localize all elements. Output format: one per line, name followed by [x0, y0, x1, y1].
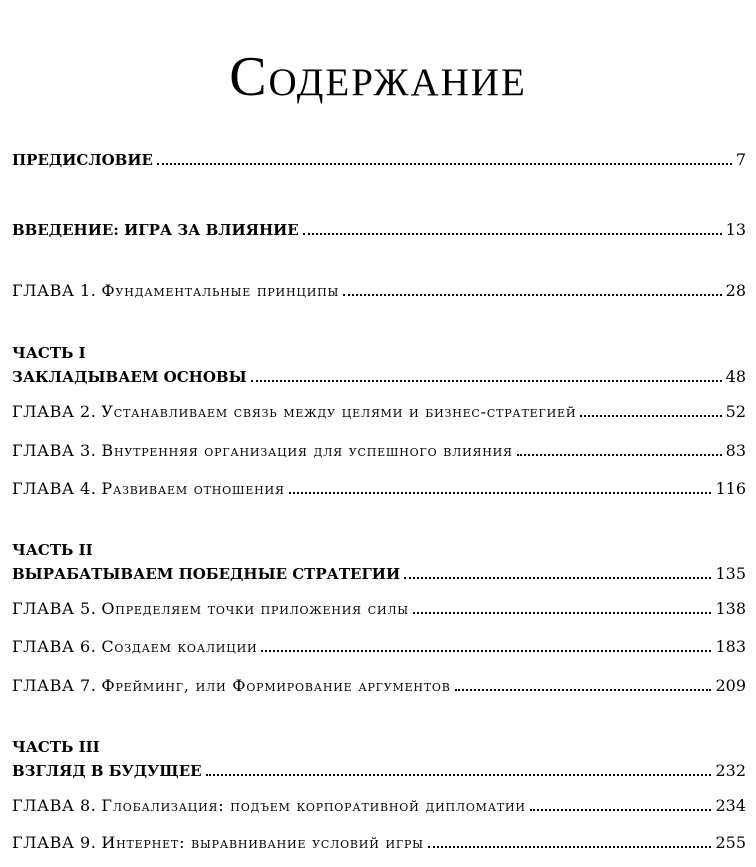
toc-entry-part-2[interactable]	[12, 563, 746, 585]
chapter-name: Создаем коалиции	[101, 637, 258, 656]
toc-entry-title: ВВЕДЕНИЕ: ИГРА ЗА ВЛИЯНИЕ	[12, 221, 299, 239]
toc-entry-title	[12, 795, 526, 817]
toc-page-number: 83	[725, 441, 746, 460]
toc-entry-chapter-9[interactable]	[12, 832, 746, 854]
toc-entry-title	[12, 280, 339, 302]
toc-entry-title	[12, 598, 409, 620]
toc-page-number: 255	[715, 833, 746, 852]
toc-page-number: 7	[735, 150, 746, 169]
dot-leader	[404, 577, 711, 579]
chapter-name: Фундаментальные принципы	[101, 281, 340, 300]
toc-page-number: 13	[725, 220, 746, 239]
dot-leader	[517, 454, 722, 456]
toc-entry-chapter-4[interactable]	[12, 478, 746, 500]
toc-entry-title: ВЫРАБАТЫВАЕМ ПОБЕДНЫЕ СТРАТЕГИИ	[12, 565, 401, 583]
part-label: ЧАСТЬ I	[12, 344, 86, 362]
part-label: ЧАСТЬ II	[12, 541, 93, 559]
dot-leader	[206, 774, 712, 776]
dot-leader	[303, 233, 722, 235]
chapter-label: ГЛАВА 8.	[12, 796, 97, 815]
toc-entry-title	[12, 675, 451, 697]
toc-entry-title	[12, 440, 513, 462]
chapter-label: ГЛАВА 5.	[12, 599, 97, 618]
chapter-label: ГЛАВА 4.	[12, 479, 97, 498]
chapter-label: ГЛАВА 3.	[12, 441, 97, 460]
toc-entry-part-3[interactable]	[12, 760, 746, 782]
toc-entry-title	[12, 636, 257, 658]
dot-leader	[343, 294, 721, 296]
toc-entry-chapter-2[interactable]	[12, 401, 746, 423]
toc-entry-title: ВЗГЛЯД В БУДУЩЕЕ	[12, 762, 202, 780]
part-label: ЧАСТЬ III	[12, 738, 100, 756]
chapter-name: Внутренняя организация для успешного влияния	[101, 441, 513, 460]
toc-page-number: 234	[715, 796, 746, 815]
chapter-name: Глобализация: подъем корпоративной дипломатии	[101, 796, 526, 815]
toc-entry-intro[interactable]	[12, 219, 746, 241]
toc-page-number: 183	[715, 637, 746, 656]
chapter-label: ГЛАВА 2.	[12, 402, 97, 421]
toc-entry-chapter-8[interactable]	[12, 795, 746, 817]
toc-entry-title: ПРЕДИСЛОВИЕ	[12, 151, 153, 169]
chapter-name: Устанавливаем связь между целями и бизнес-стратегией	[101, 402, 577, 421]
dot-leader	[428, 846, 712, 848]
dot-leader	[580, 415, 721, 417]
toc-page-number: 232	[715, 761, 746, 780]
dot-leader	[455, 689, 712, 691]
chapter-label: ГЛАВА 1.	[12, 281, 97, 300]
toc-page-number: 28	[725, 281, 746, 300]
toc-entry-chapter-6[interactable]	[12, 636, 746, 658]
toc-entry-chapter-5[interactable]	[12, 598, 746, 620]
dot-leader	[413, 612, 712, 614]
toc-entry-title	[12, 832, 424, 854]
toc-entry-title	[12, 478, 285, 500]
dot-leader	[157, 163, 732, 165]
chapter-label: ГЛАВА 9.	[12, 833, 97, 852]
page-title: Содержание	[229, 45, 527, 108]
toc-entry-preface[interactable]	[12, 149, 746, 171]
toc-page-number: 48	[725, 367, 746, 386]
toc-page-number: 135	[715, 564, 746, 583]
chapter-label: ГЛАВА 6.	[12, 637, 97, 656]
chapter-name: Развиваем отношения	[101, 479, 285, 498]
toc-entry-chapter-7[interactable]	[12, 675, 746, 697]
dot-leader	[261, 650, 711, 652]
toc-entry-chapter-1[interactable]	[12, 280, 746, 302]
toc-entry-chapter-3[interactable]	[12, 440, 746, 462]
chapter-name: Фрейминг, или Формирование аргументов	[101, 676, 451, 695]
chapter-name: Интернет: выравнивание условий игры	[101, 833, 424, 852]
dot-leader	[289, 492, 712, 494]
chapter-label: ГЛАВА 7.	[12, 676, 97, 695]
toc-page-number: 52	[725, 402, 746, 421]
dot-leader	[530, 809, 712, 811]
toc-page-number: 116	[715, 479, 746, 498]
toc-entry-title: ЗАКЛАДЫВАЕМ ОСНОВЫ	[12, 368, 247, 386]
toc-page-number: 209	[715, 676, 746, 695]
toc-page-number: 138	[715, 599, 746, 618]
chapter-name: Определяем точки приложения силы	[101, 599, 409, 618]
dot-leader	[251, 380, 722, 382]
toc-entry-title	[12, 401, 576, 423]
toc-entry-part-1[interactable]	[12, 366, 746, 388]
